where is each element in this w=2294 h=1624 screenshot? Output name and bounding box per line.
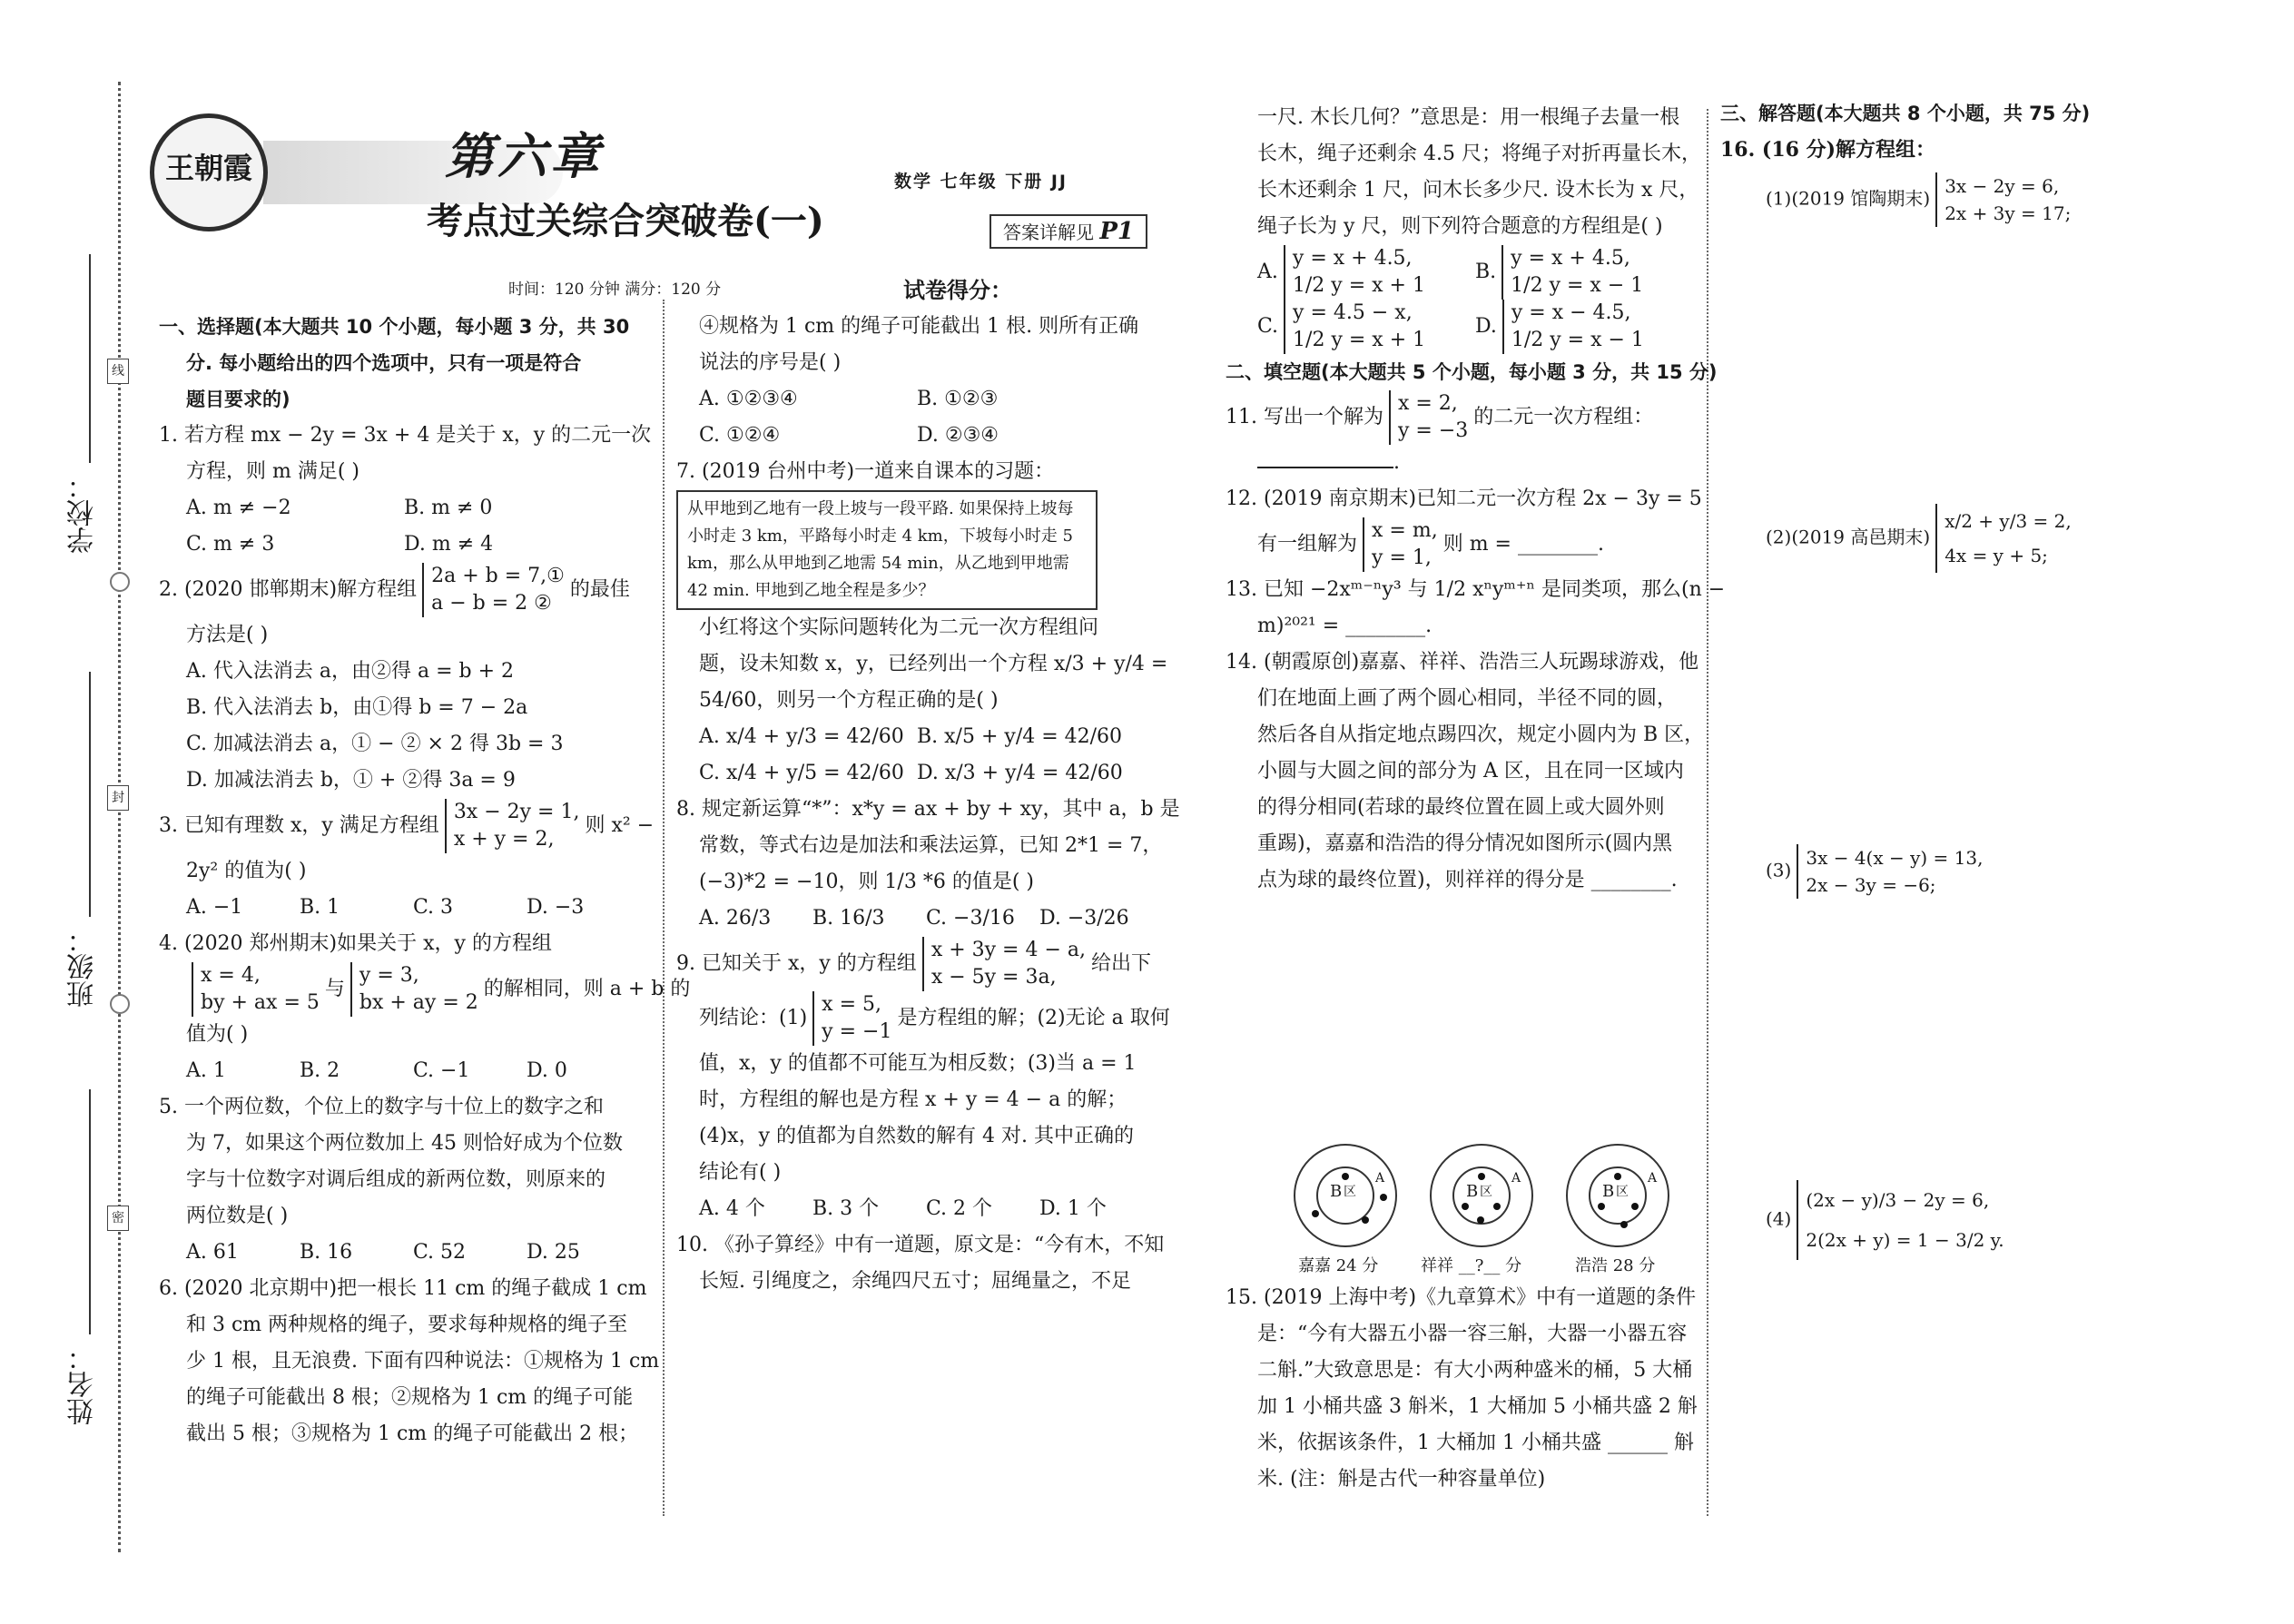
question-text: ④规格为 1 cm 的绳子可能截出 1 根. 则所有正确 xyxy=(699,315,1139,338)
question-text: 米，依据该条件，1 大桶加 1 小桶共盛 ______ 斛 xyxy=(1257,1432,1694,1454)
figure-caption: 祥祥 __?__ 分 xyxy=(1421,1256,1522,1275)
equation-system: y = 3, bx + ay = 2 xyxy=(350,962,478,1017)
options-row: A. 1 B. 2 C. −1 D. 0 xyxy=(186,1059,567,1082)
question-16: 16. (16 分)解方程组： xyxy=(1720,138,1936,162)
subproblem-4: (4) (2x − y)/3 − 2y = 6, 2(2x + y) = 1 − 3/2 y. xyxy=(1766,1180,2010,1260)
zone-label: 区 xyxy=(1344,1185,1356,1199)
class-label: 班级： xyxy=(67,926,99,1008)
zone-a-label: A xyxy=(1375,1171,1385,1186)
subproblem-2: (2)(2019 高邑期末) x/2 + y/3 = 2, 4x = y + 5; xyxy=(1766,504,2077,573)
option-d: D. 加减法消去 b，① + ②得 3a = 9 xyxy=(186,769,516,792)
answer-blank[interactable]: . xyxy=(1226,445,1698,481)
score-label: 试卷得分： xyxy=(903,277,1012,303)
options-row: A. 4 个 B. 3 个 C. 2 个 D. 1 个 xyxy=(699,1197,1107,1220)
options-row: A. 61 B. 16 C. 52 D. 25 xyxy=(186,1241,580,1264)
question-text: 是：“今有大器五小器一容三斛，大器一小器五容 xyxy=(1257,1323,1688,1345)
question-text: 字与十位数字对调后组成的新两位数，则原来的 xyxy=(186,1168,606,1191)
question-text: 题，设未知数 x，y，已经列出一个方程 x/3 + y/4 = xyxy=(699,653,1168,675)
question-3: 3. 已知有理数 x，y 满足方程组 3x − 2y = 1, x + y = 2, 则 x² − xyxy=(159,799,649,853)
question-15: 15. (2019 上海中考)《九章算术》中有一道题的条件 xyxy=(1226,1286,1697,1309)
equation-system: x + 3y = 4 − a, x − 5y = 3a, xyxy=(922,937,1086,991)
question-text: 为 7，如果这个两位数加上 45 则恰好成为个位数 xyxy=(186,1132,623,1155)
question-text: 说法的序号是( ) xyxy=(699,351,842,374)
binding-margin xyxy=(0,0,136,1624)
school-label: 学校： xyxy=(67,472,99,554)
zone-a-label: A xyxy=(1648,1171,1658,1186)
answer-reference: 答案详解见 P1 xyxy=(989,214,1147,249)
binding-hole xyxy=(110,572,130,592)
question-text: 方法是( ) xyxy=(186,624,269,646)
question-text: m)²⁰²¹ = ________. xyxy=(1257,615,1433,637)
options-row: A. x/4 + y/3 = 42/60 B. x/5 + y/4 = 42/60 xyxy=(699,725,1123,748)
column-4 xyxy=(1720,95,2274,168)
question-text: 长木，绳子还剩余 4.5 尺；将绳子对折再量长木， xyxy=(1257,143,1701,165)
options-row xyxy=(1226,245,1698,300)
question-text: (−3)*2 = −10，则 1/3 *6 的值是( ) xyxy=(699,871,1034,893)
option-c: C. y = 4.5 − x, 1/2 y = x + 1 xyxy=(1257,300,1475,354)
option-a: A. y = x + 4.5, 1/2 y = x + 1 xyxy=(1257,245,1475,300)
section-title: 三、解答题(本大题共 8 个小题，共 75 分) xyxy=(1720,103,2091,124)
section-title: 一、选择题(本大题共 10 个小题，每小题 3 分，共 30 xyxy=(159,316,630,338)
ball-position xyxy=(1342,1173,1349,1180)
ball-position xyxy=(1598,1203,1605,1210)
zone-label: 区 xyxy=(1616,1185,1629,1199)
section-title: 二、填空题(本大题共 5 个小题，每小题 3 分，共 15 分) xyxy=(1226,361,1718,383)
column-separator xyxy=(1707,109,1708,1516)
section-title: 分. 每小题给出的四个选项中，只有一项是符合 xyxy=(186,352,582,374)
options-row: A. 26/3 B. 16/3 C. −3/16 D. −3/26 xyxy=(699,907,1129,930)
option-d: D. y = x − 4.5, 1/2 y = x − 1 xyxy=(1475,315,1649,338)
textbook-problem-box: 从甲地到乙地有一段上坡与一段平路. 如果保持上坡每小时走 3 km，平路每小时走 4 km，下坡每小时走 5 km，那么从甲地到乙地需 54 min，从乙地到甲地需 42 min. 甲地到乙地全程是多少？ xyxy=(676,490,1098,610)
question-text: 米. (注：斛是古代一种容量单位) xyxy=(1257,1468,1546,1491)
question-text: 2y² 的值为( ) xyxy=(186,860,307,882)
book-meta: 数学 七年级 下册 JJ xyxy=(894,172,1068,192)
question-text: 点为球的最终位置)，则祥祥的得分是 ________. xyxy=(1257,869,1678,891)
equation-system: (2x − y)/3 − 2y = 6, 2(2x + y) = 1 − 3/2 y. xyxy=(1797,1180,2004,1260)
question-text: 和 3 cm 两种规格的绳子，要求每种规格的绳子至 xyxy=(186,1314,628,1336)
question-text: 长木还剩余 1 尺，问木长多少尺. 设木长为 x 尺， xyxy=(1257,179,1699,202)
zone-b-label: B xyxy=(1466,1182,1479,1201)
question-text: 54/60，则另一个方程正确的是( ) xyxy=(699,689,999,712)
ball-position xyxy=(1462,1203,1469,1210)
option-b: B. y = x + 4.5, 1/2 y = x − 1 xyxy=(1475,261,1649,283)
zone-b-label: B xyxy=(1330,1182,1343,1201)
figure-caption: 嘉嘉 24 分 xyxy=(1298,1256,1379,1275)
class-blank xyxy=(89,672,91,917)
question-text: (4)x，y 的值都为自然数的解有 4 对. 其中正确的 xyxy=(699,1125,1134,1147)
option-c: C. 加减法消去 a，① − ② × 2 得 3b = 3 xyxy=(186,733,564,755)
ball-position xyxy=(1380,1194,1387,1201)
option-d: D. m ≠ 4 xyxy=(404,533,494,556)
ball-position xyxy=(1620,1221,1628,1228)
option-b: B. m ≠ 0 xyxy=(404,497,493,519)
question-4: 4. (2020 郑州期末)如果关于 x，y 的方程组 xyxy=(159,932,552,955)
time-info: 时间：120 分钟 满分：120 分 xyxy=(508,281,722,299)
question-13: 13. 已知 −2xᵐ⁻ⁿy³ 与 1/2 xⁿyᵐ⁺ⁿ 是同类项，那么(n − xyxy=(1226,578,1726,601)
seal-tag-seal: 封 xyxy=(107,785,129,811)
zone-label: 区 xyxy=(1480,1185,1492,1199)
question-text: 截出 5 根；③规格为 1 cm 的绳子可能截出 2 根； xyxy=(186,1422,639,1445)
seal-tag-line: 线 xyxy=(107,359,129,384)
school-blank xyxy=(89,254,91,463)
subproblem-3: (3) 3x − 4(x − y) = 13, 2x − 3y = −6; xyxy=(1766,844,1988,899)
question-text: 长短. 引绳度之，余绳四尺五寸；屈绳量之，不足 xyxy=(699,1270,1131,1293)
question-14: 14. (朝霞原创)嘉嘉、祥祥、浩浩三人玩踢球游戏，他 xyxy=(1226,651,1699,674)
column-1 xyxy=(159,309,691,1452)
question-2: 2. (2020 邯郸期末)解方程组 2a + b = 7,① a − b = 2 ② 的最佳 xyxy=(159,563,649,617)
question-text: 然后各自从指定地点踢四次，规定小圆内为 B 区， xyxy=(1257,723,1705,746)
name-label: 姓名： xyxy=(67,1343,99,1425)
question-text: 加 1 小桶共盛 3 斛米，1 大桶加 5 小桶共盛 2 斛 xyxy=(1257,1395,1698,1418)
question-text: 时，方程组的解也是方程 x + y = 4 − a 的解； xyxy=(699,1088,1127,1111)
question-5: 5. 一个两位数，个位上的数字与十位上的数字之和 xyxy=(159,1096,604,1118)
question-10: 10. 《孙子算经》中有一道题，原文是：“今有木，不知 xyxy=(676,1234,1165,1256)
subproblem-1: (1)(2019 馆陶期末) 3x − 2y = 6, 2x + 3y = 17; xyxy=(1766,172,2076,227)
ball-position xyxy=(1477,1216,1484,1224)
name-blank xyxy=(89,1089,91,1334)
option-b: B. 代入法消去 b，由①得 b = 7 − 2a xyxy=(186,696,528,719)
question-text: 两位数是( ) xyxy=(186,1205,289,1227)
seal-tag-secret: 密 xyxy=(107,1206,129,1231)
option-a: A. m ≠ −2 xyxy=(186,497,291,519)
question-text: 二斛.”大致意思是：有大小两种盛米的桶，5 大桶 xyxy=(1257,1359,1693,1382)
equation-system: x/2 + y/3 = 2, 4x = y + 5; xyxy=(1935,504,2072,573)
ball-position xyxy=(1614,1173,1621,1180)
options-row xyxy=(1226,300,1698,354)
options-row xyxy=(159,527,649,563)
option-a: A. 代入法消去 a，由②得 a = b + 2 xyxy=(186,660,515,683)
zone-b-label: B xyxy=(1602,1182,1615,1201)
equation-system: 3x − 4(x − y) = 13, 2x − 3y = −6; xyxy=(1797,844,1983,899)
binding-dotted-line xyxy=(118,82,121,1552)
question-text: 有一组解为 x = m, y = 1, 则 m = ________. xyxy=(1226,517,1698,572)
question-9: 9. 已知关于 x，y 的方程组 x + 3y = 4 − a, x − 5y = 3a, 给出下 xyxy=(676,937,1157,991)
options-row xyxy=(159,490,649,527)
question-text: 一尺. 木长几何？”意思是：用一根绳子去量一根 xyxy=(1257,106,1680,129)
ball-position xyxy=(1478,1173,1485,1180)
brand-logo: 王朝霞 xyxy=(150,113,268,231)
question-text: 值，x，y 的值都不可能互为相反数；(3)当 a = 1 xyxy=(699,1052,1137,1075)
options-row: A. ①②③④ B. ①②③ xyxy=(699,388,999,410)
equation-system: x = 2, y = −3 xyxy=(1389,390,1468,445)
figure-caption: 浩浩 28 分 xyxy=(1575,1256,1656,1275)
options-row: C. x/4 + y/5 = 42/60 D. x/3 + y/4 = 42/60 xyxy=(699,762,1123,784)
question-text: 小圆与大圆之间的部分为 A 区，且在同一区域内 xyxy=(1257,760,1684,782)
question-text: 列结论：(1) x = 5, y = −1 是方程组的解；(2)无论 a 取何 xyxy=(676,991,1157,1046)
section-title: 题目要求的) xyxy=(186,389,290,410)
ball-position xyxy=(1362,1216,1369,1224)
question-11: 11. 写出一个解为 x = 2, y = −3 的二元一次方程组： xyxy=(1226,390,1698,445)
column-3-bottom xyxy=(1226,1280,1698,1498)
question-text: 值为( ) xyxy=(186,1023,249,1046)
equation-system: x = m, y = 1, xyxy=(1363,517,1438,572)
binding-hole xyxy=(110,994,130,1014)
question-text: x = 4, by + ax = 5 与 y = 3, bx + ay = 2 的解相同，则 a + b 的 xyxy=(159,962,649,1017)
question-text: 小红将这个实际问题转化为二元一次方程组问 xyxy=(699,616,1099,639)
zone-a-label: A xyxy=(1511,1171,1521,1186)
question-7: 7. (2019 台州中考)一道来自课本的习题： xyxy=(676,460,1055,483)
ball-position xyxy=(1312,1210,1319,1217)
question-6: 6. (2020 北京期中)把一根长 11 cm 的绳子截成 1 cm xyxy=(159,1277,647,1300)
question-8: 8. 规定新运算“*”：x*y = ax + by + xy，其中 a，b 是 xyxy=(676,798,1180,821)
exam-title: 考点过关综合突破卷(一) xyxy=(427,200,824,242)
column-3 xyxy=(1226,100,1726,899)
equation-system: 2a + b = 7,① a − b = 2 ② xyxy=(422,563,565,617)
question-text: 的得分相同(若球的最终位置在圆上或大圆外则 xyxy=(1257,796,1665,819)
ball-position xyxy=(1493,1203,1501,1210)
ball-position xyxy=(1631,1203,1639,1210)
equation-system: x = 5, y = −1 xyxy=(812,991,891,1046)
options-row: C. ①②④ D. ②③④ xyxy=(699,424,999,447)
question-text: 重踢)，嘉嘉和浩浩的得分情况如图所示(圆内黑 xyxy=(1257,832,1673,855)
column-separator xyxy=(663,300,665,1516)
question-text: 们在地面上画了两个圆心相同，半径不同的圆， xyxy=(1257,687,1678,710)
question-1: 1. 若方程 mx − 2y = 3x + 4 是关于 x，y 的二元一次 xyxy=(159,424,652,447)
equation-system: 3x − 2y = 1, x + y = 2, xyxy=(445,799,580,853)
options-row: A. −1 B. 1 C. 3 D. −3 xyxy=(186,896,585,919)
chapter-title: 第六章 xyxy=(445,127,603,185)
question-text: 少 1 根，且无浪费. 下面有四种说法：①规格为 1 cm xyxy=(186,1350,660,1373)
question-text: 的绳子可能截出 8 根；②规格为 1 cm 的绳子可能 xyxy=(186,1386,634,1409)
option-c: C. m ≠ 3 xyxy=(186,533,275,556)
column-2 xyxy=(676,309,1180,1300)
question-12: 12. (2019 南京期末)已知二元一次方程 2x − 3y = 5 xyxy=(1226,487,1702,510)
question-text: 结论有( ) xyxy=(699,1161,782,1184)
equation-system: x = 4, by + ax = 5 xyxy=(192,962,320,1017)
question-text: 方程，则 m 满足( ) xyxy=(186,460,360,483)
question-text: 绳子长为 y 尺，则下列符合题意的方程组是( ) xyxy=(1257,215,1663,238)
question-text: 常数，等式右边是加法和乘法运算，已知 2*1 = 7， xyxy=(699,834,1163,857)
equation-system: 3x − 2y = 6, 2x + 3y = 17; xyxy=(1935,172,2071,227)
